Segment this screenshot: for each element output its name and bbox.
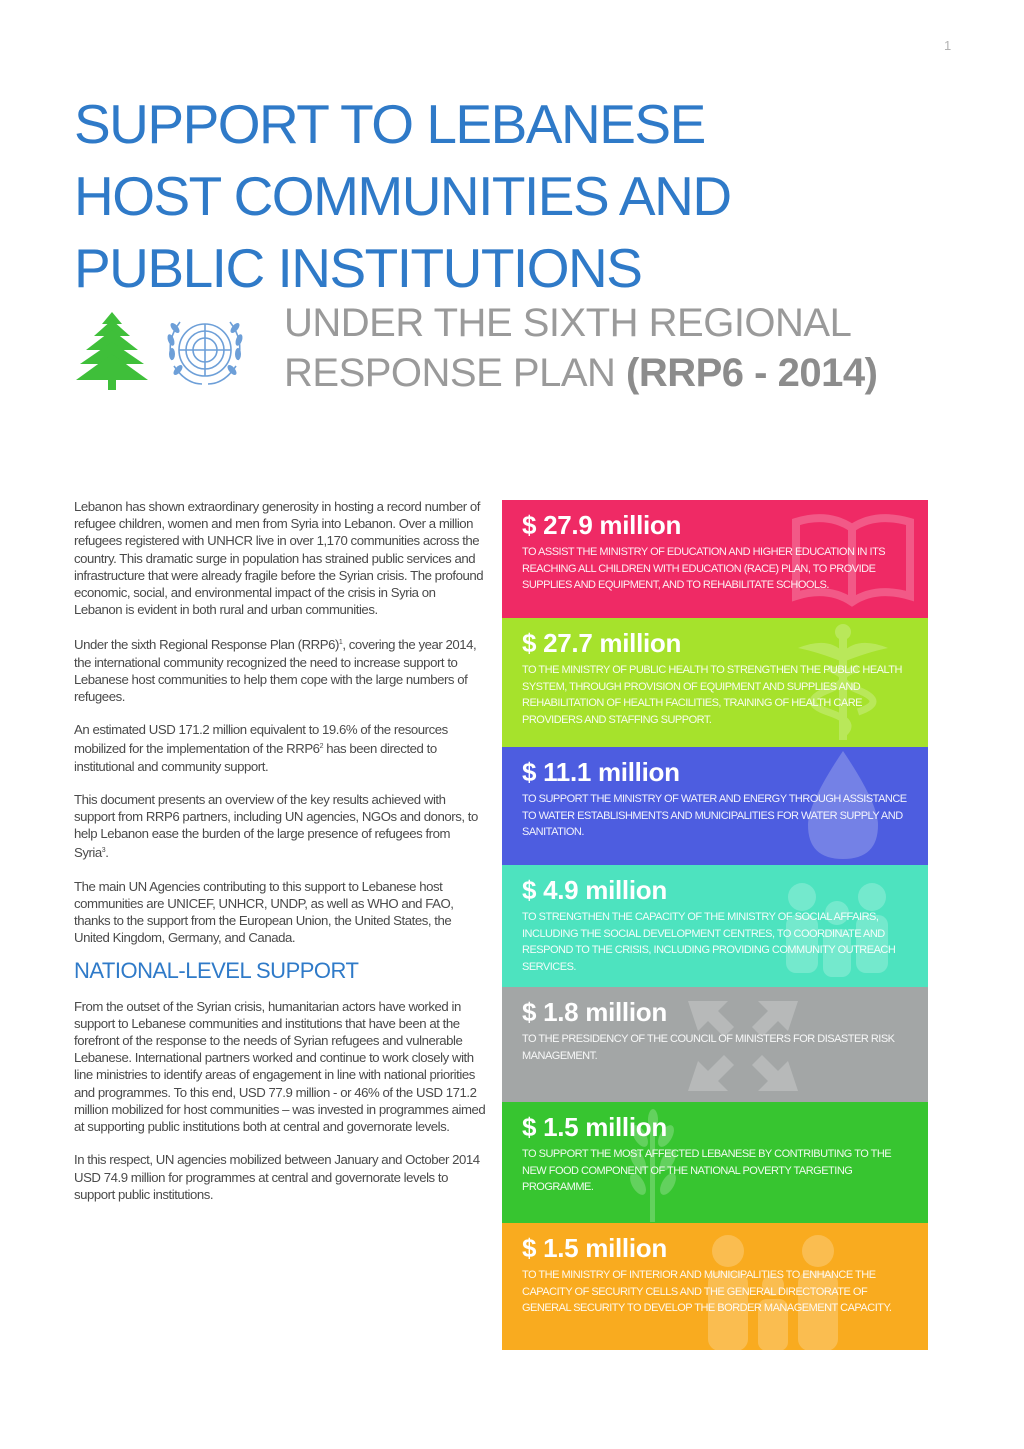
text-run: This document presents an overview of the key results achieved with support from RRP6 partners, including UN agencies, NGOs and donors, to help Lebanon ease the burden of the large presence of refugees from Syria (74, 791, 478, 861)
funding-card-security (502, 1223, 928, 1350)
logos (74, 310, 254, 390)
un-emblem-icon (162, 310, 248, 390)
funding-card-food (502, 1102, 928, 1223)
footnote-ref[interactable]: 3 (101, 847, 106, 855)
text-run: has been directed to institutional and community support. (74, 741, 437, 774)
title-line: PUBLIC INSTITUTIONS (74, 237, 642, 299)
page-subtitle (284, 298, 877, 398)
funding-card-water (502, 747, 928, 865)
funding-cards (502, 500, 928, 1350)
funding-card-disaster-risk (502, 987, 928, 1102)
page-title (74, 88, 731, 304)
card-amount: $ 27.7 million (522, 628, 682, 658)
card-amount: $ 4.9 million (522, 875, 667, 905)
subtitle-line-2: RESPONSE PLAN (284, 351, 627, 395)
text-run: Under the sixth Regional Response Plan (RRP6) (74, 637, 339, 653)
card-amount: $ 1.5 million (522, 1112, 667, 1142)
card-amount: $ 1.5 million (522, 1233, 667, 1263)
cedar-tree-icon (74, 310, 150, 390)
card-amount: $ 27.9 million (522, 510, 682, 540)
footnote-ref[interactable]: 1 (338, 639, 343, 647)
card-description: TO THE PRESIDENCY OF THE COUNCIL OF MINISTERS FOR DISASTER RISK MANAGEMENT. (522, 1033, 895, 1062)
footnote-ref[interactable]: 2 (319, 743, 324, 751)
card-description: TO SUPPORT THE MINISTRY OF WATER AND ENERGY THROUGH ASSISTANCE TO WATER ESTABLISHMENTS AND MUNICIPALITIES FOR WATER SUPPLY AND SANITATION. (522, 793, 907, 838)
section-heading: NATIONAL-LEVEL SUPPORT (74, 958, 359, 984)
funding-card-health (502, 618, 928, 747)
body-text-column (74, 498, 486, 1219)
card-description: TO ASSIST THE MINISTRY OF EDUCATION AND HIGHER EDUCATION IN ITS REACHING ALL CHILDREN WITH EDUCATION (RACE) PLAN, TO PROVIDE SUPPLIES AND EQUIPMENT, AND TO REHABILITATE SCHOOLS. (522, 546, 886, 591)
paragraph: The main UN Agencies contributing to this support to Lebanese host communities are UNICEF, UNHCR, UNDP, as well as WHO and FAO, thanks to the support from the European Union, the United States, the United Kingdom, Germany, and Canada. (74, 878, 454, 946)
title-line: SUPPORT TO LEBANESE (74, 93, 705, 155)
paragraph: Lebanon has shown extraordinary generosity in hosting a record number of refugee children, women and men from Syria into Lebanon. Over a million refugees registered with UNHCR live in over 1,170 communities across the country. This dramatic surge in population has strained public services and infrastructure that were already fragile before the Syrian crisis. The profound economic, social, and environmental impact of the crisis in Syria on Lebanon is evident in both rural and urban communities. (74, 499, 484, 618)
funding-card-social-affairs (502, 865, 928, 987)
page-number: 1 (944, 38, 952, 53)
subtitle-line-1: UNDER THE SIXTH REGIONAL (284, 301, 852, 345)
paragraph (74, 791, 486, 862)
card-amount: $ 1.8 million (522, 997, 667, 1027)
text-run: . (105, 845, 109, 861)
subtitle-year: (RRP6 - 2014) (626, 351, 878, 395)
card-description: TO SUPPORT THE MOST AFFECTED LEBANESE BY CONTRIBUTING TO THE NEW FOOD COMPONENT OF THE NATIONAL POVERTY TARGETING PROGRAMME. (522, 1148, 892, 1193)
card-description: TO STRENGTHEN THE CAPACITY OF THE MINISTRY OF SOCIAL AFFAIRS, INCLUDING THE SOCIAL DEVELOPMENT CENTRES, TO COORDINATE AND RESPOND TO THE CRISIS, INCLUDING PROVIDING COMMUNITY OUTREACH SERVICES. (522, 911, 896, 973)
funding-card-education (502, 500, 928, 618)
card-description: TO THE MINISTRY OF INTERIOR AND MUNICIPALITIES TO ENHANCE THE CAPACITY OF SECURITY CELLS AND THE GENERAL DIRECTORATE OF GENERAL SECURITY TO DEVELOP THE BORDER MANAGEMENT CAPACITY. (522, 1269, 892, 1314)
text-run: An estimated USD 171.2 million equivalent to 19.6% of the resources mobilized for the implementation of the RRP6 (74, 722, 448, 757)
title-line: HOST COMMUNITIES AND (74, 165, 731, 227)
paragraph: From the outset of the Syrian crisis, humanitarian actors have worked in support to Lebanese communities and institutions that have been at the forefront of the response to the needs of Syrian refugees and vulnerable Lebanese. International partners worked and continue to work closely with line ministries to identify areas of engagement in line with national priorities and programmes. To this end, USD 77.9 million - or 46% of the USD 171.2 million mobilized for host communities – was invested in programmes aimed at supporting public institutions both at central and governorate levels. (74, 998, 486, 1135)
paragraph (74, 721, 486, 775)
card-amount: $ 11.1 million (522, 757, 680, 787)
card-description: TO THE MINISTRY OF PUBLIC HEALTH TO STRENGTHEN THE PUBLIC HEALTH SYSTEM, THROUGH PROVISION OF EQUIPMENT AND SUPPLIES AND REHABILITATION OF HEALTH FACILITIES, TRAINING OF HEALTH CARE PROVIDERS AND STAFFING SUPPORT. (522, 664, 902, 726)
text-run: , covering the year 2014, the international community recognized the need to increase support to Lebanese host communities to help them cope with the large numbers of refugees. (74, 637, 477, 705)
paragraph: In this respect, UN agencies mobilized between January and October 2014 USD 74.9 million for programmes at central and governorate levels to support public institutions. (74, 1152, 480, 1202)
paragraph (74, 634, 486, 705)
